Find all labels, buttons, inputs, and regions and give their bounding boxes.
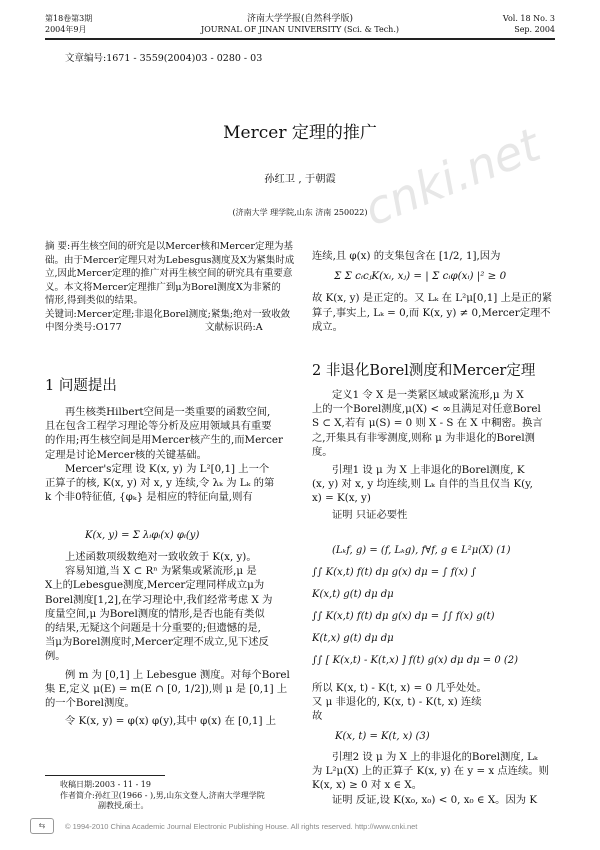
abstract-line: 义。本文将Mercer定理推广到μ为Borel测度X为非紧的 [45, 281, 281, 293]
paragraph-line: 且在包含工程学习理论等分析及应用领域具有重要 [45, 420, 272, 433]
paragraph-line: 正算子的核, K(x, y) 对 x, y 连续,令 λₖ 为 Lₖ 的第 [45, 477, 275, 490]
proof-formulas [312, 540, 518, 672]
paragraph-line: 度。 [312, 445, 333, 458]
section-1-title: 1 问题提出 [45, 378, 117, 394]
paragraph-line: 度量空间,μ 为Borel测度的情形,是否也能有类似 [45, 607, 265, 620]
paragraph-line: (x, y) 对 x, y 均连续,则 Lₖ 自伴的当且仅当 K(y, [312, 478, 533, 491]
keywords: 关键词:Mercer定理;非退化Borel测度;紧集;绝对一致收敛 [45, 308, 291, 320]
formula-eq2: ∫∫ [ K(x,t) - K(t,x) ] f(t) g(x) dμ dμ = 0 (2) [312, 655, 519, 666]
watermark: cnki.net [356, 117, 548, 237]
right-body-2 [312, 681, 487, 724]
header-journal-en: JOURNAL OF JINAN UNIVERSITY (Sci. & Tech.) [201, 25, 399, 34]
paragraph-line: Borel测度[1,2],在学习理论中,我们经常考虑 X 为 [45, 593, 273, 606]
header-rule [45, 38, 555, 40]
formula-line: ∫∫ K(x,t) f(t) dμ g(x) dμ = ∫∫ f(x) g(t) [312, 611, 495, 622]
header-vol-en: Vol. 18 No. 3 [502, 14, 555, 23]
paragraph-line: 证明 只证必要性 [332, 508, 408, 521]
document-code: 文献标识码:A [205, 322, 263, 333]
paragraph-line: 的作用;再生核空间是用Mercer核产生的,而Mercer [45, 434, 283, 447]
header-date-en: Sep. 2004 [514, 25, 555, 34]
paragraph-line: 集 E,定义 μ(E) = m(E ∩ [0, 1/2]),则 μ 是 [0,1] 上 [45, 682, 288, 695]
paragraph-line: 为 L²μ(X) 上的正算子 K(x, y) 在 y = x 点连续。则 [312, 765, 549, 778]
paragraph-line: X上的Lebesgue测度,Mercer定理同样成立μ为 [45, 579, 265, 592]
right-body-3 [312, 750, 549, 807]
header-volume: 第18卷第3期 [45, 14, 93, 23]
formula-positive-definite: Σ Σ cᵢcⱼK(xᵢ, xⱼ) = | Σ cᵢφ(xᵢ) |² ≥ 0 [334, 270, 507, 283]
paragraph-line: 的一个Borel测度。 [45, 697, 135, 710]
formula-eq1: (Lₖf, g) = (f, Lₖg), f∀f, g ∈ L²μ(X) (1) [332, 545, 511, 556]
paragraph-line: 引理1 设 μ 为 X 上非退化的Borel测度, K [332, 464, 525, 477]
article-number: 文章编号:1671 - 3559(2004)03 - 0280 - 03 [65, 53, 263, 64]
paper-title: Mercer 定理的推广 [223, 123, 377, 143]
formula-line: K(t,x) g(t) dμ dμ [312, 633, 394, 644]
right-body [312, 388, 543, 522]
paragraph-line: 当μ为Borel测度时,Mercer定理不成立,见下述反 [45, 636, 269, 649]
abstract-line: 立,因此Mercer定理的推广对再生核空间的研究具有重要意 [45, 268, 293, 279]
paragraph-line: K(x, x) ≥ 0 对 x ∈ X。 [312, 779, 423, 792]
paragraph-line: 连续,且 φ(x) 的支集包含在 [1/2, 1],因为 [312, 250, 501, 262]
paragraph-line: 故 [312, 710, 323, 723]
paragraph-line: 算子,事实上, Lₖ = 0,而 K(x, y) ≠ 0,Mercer定理不 [312, 306, 551, 319]
abstract [45, 240, 294, 335]
footnote-author-cont: 副教授,硕士。 [98, 801, 149, 810]
paragraph-line: 再生核类Hilbert空间是一类重要的函数空间, [65, 406, 271, 418]
right-top [312, 249, 552, 334]
authors: 孙红卫 , 于朝霞 [264, 173, 336, 185]
paragraph-line: 之,开集具有非零测度,则称 μ 为非退化的Borel测 [312, 431, 535, 444]
footnote-received: 收稿日期:2003 - 11 - 19 [60, 780, 151, 789]
footnote [60, 780, 265, 812]
paragraph-line: 定义1 令 X 是一类紧区域或紧流形,μ 为 X [332, 389, 524, 401]
formula-line: K(x,t) g(t) dμ dμ [312, 589, 394, 600]
paragraph-line: 上的一个Borel测度,μ(X) < ∞且满足对任意Borel [312, 403, 541, 416]
paragraph-line: 例。 [45, 650, 66, 663]
footnote-author: 作者简介:孙红卫(1966 - ),男,山东文登人,济南大学理学院 [60, 790, 265, 800]
paragraph-line: 定理是讨论Mercer核的关键基础。 [45, 448, 207, 461]
paragraph-line: 上述函数项级数绝对一致收敛于 K(x, y)。 [65, 551, 257, 563]
paragraph-line: 的结果,无疑这个问题是十分重要的;但遗憾的是, [45, 622, 261, 635]
clc-number: 中图分类号:O177 [45, 322, 122, 333]
paragraph-line: k 个非0特征值, {φₖ} 是相应的特征向量,则有 [45, 491, 253, 504]
paragraph-line: Mercer's定理 设 K(x, y) 为 L²[0,1] 上一个 [65, 462, 270, 475]
left-body [45, 405, 283, 504]
header-date: 2004年9月 [45, 25, 87, 34]
abstract-line: 础。由于Mercer定理只对为Lebesgus测度及X为紧集时成 [45, 254, 295, 266]
abstract-line: 摘 要:再生核空间的研究是以Mercer核和Mercer定理为基 [45, 241, 293, 252]
left-body-2 [45, 550, 290, 728]
formula-line: ∫∫ K(x,t) f(t) dμ g(x) dμ = ∫ f(x) ∫ [312, 567, 477, 578]
paragraph-line: 证明 反证,设 K(x₀, x₀) < 0, x₀ ∈ X。因为 K [332, 793, 538, 806]
paragraph-line: 成立。 [312, 320, 343, 333]
copyright-line: © 1994-2010 China Academic Journal Electronic Publishing House. All rights reserved. http://www.cnki.net [65, 822, 418, 831]
paragraph-line: 故 K(x, y) 是正定的。又 Lₖ 在 L²μ[0,1] 上是正的紧 [312, 292, 553, 305]
paragraph-line: x) = K(x, y) [312, 492, 371, 505]
paragraph-line: 容易知道,当 X ⊂ Rⁿ 为紧集或紧流形,μ 是 [65, 565, 257, 578]
abstract-line: 情形,得到类似的结果。 [45, 295, 144, 306]
section-2-title: 2 非退化Borel测度和Mercer定理 [312, 363, 536, 379]
paragraph-line: 又 μ 非退化的, K(x, t) - K(t, x) 连续 [312, 696, 482, 709]
publisher-logo: ⇆ [30, 818, 54, 834]
footnote-rule [45, 775, 165, 776]
header-journal-cn: 济南大学学报(自然科学版) [246, 14, 354, 24]
paragraph-line: 令 K(x, y) = φ(x) φ(y),其中 φ(x) 在 [0,1] 上 [65, 715, 277, 728]
paragraph-line: 所以 K(x, t) - K(t, x) = 0 几乎处处。 [312, 682, 487, 694]
formula-eq3: K(x, t) = K(t, x) (3) [335, 731, 430, 742]
formula-mercer-series: K(x, y) = Σ λᵢφᵢ(x) φᵢ(y) [85, 530, 200, 541]
paragraph-line: 例 m 为 [0,1] 上 Lebesgue 测度。对每个Borel [65, 668, 290, 681]
paragraph-line: 引理2 设 μ 为 X 上的非退化的Borel测度, Lₖ [332, 751, 538, 763]
affiliation: (济南大学 理学院,山东 济南 250022) [232, 208, 368, 217]
paragraph-line: S ⊂ X,若有 μ(S) = 0 则 X - S 在 X 中稠密。换言 [312, 417, 543, 430]
